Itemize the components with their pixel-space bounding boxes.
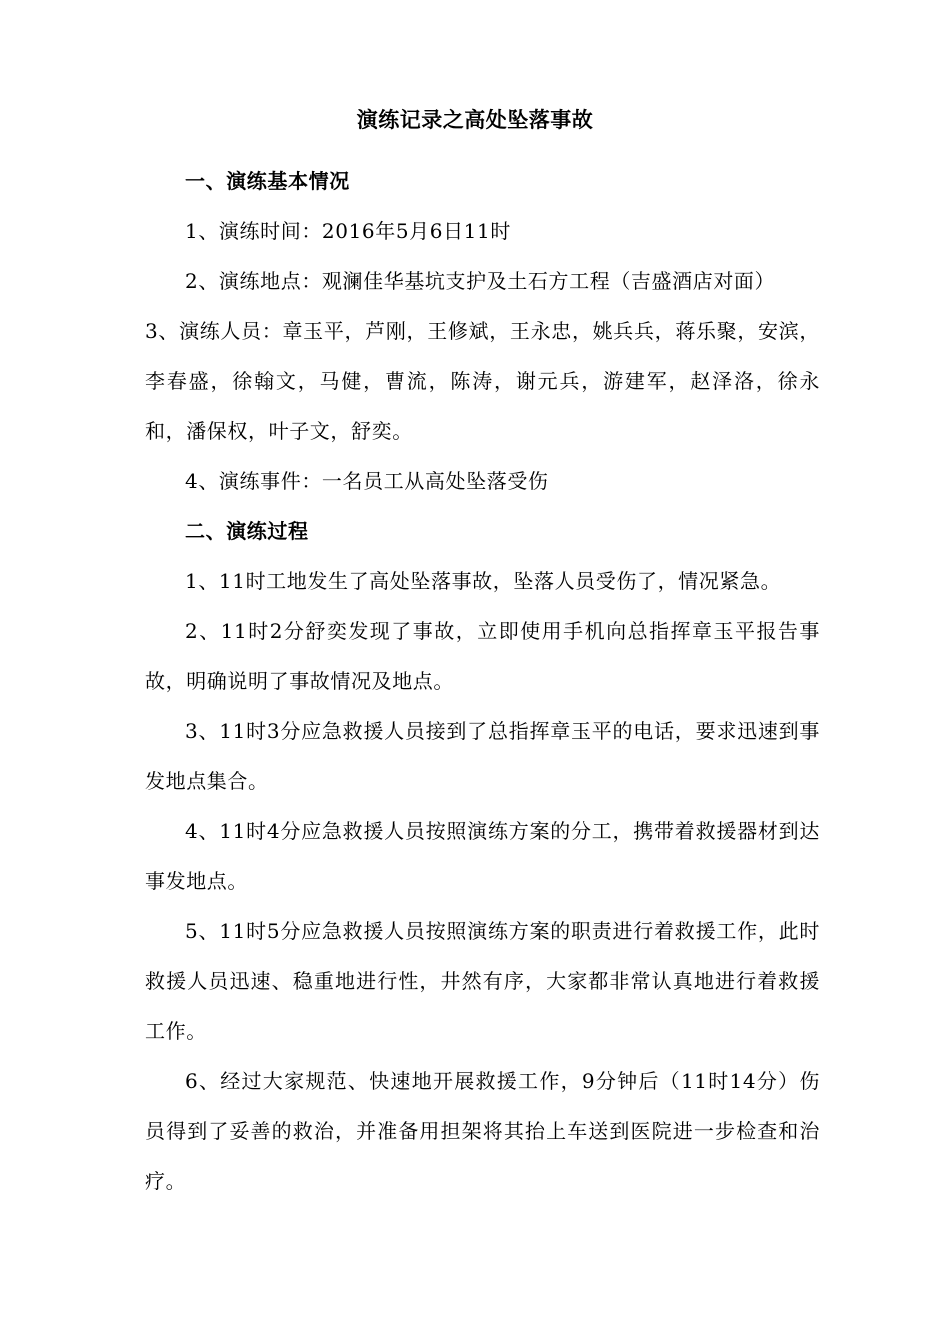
process-step-5: 5、11时5分应急救援人员按照演练方案的职责进行着救援工作，此时救援人员迅速、稳重地进行性，井然有序，大家都非常认真地进行着救援工作。 <box>145 919 820 1043</box>
section-heading-basic-info: 一、演练基本情况 <box>185 169 350 193</box>
document-body <box>145 156 820 1206</box>
drill-event: 4、演练事件：一名员工从高处坠落受伤 <box>185 469 549 493</box>
drill-time: 1、演练时间：2016年5月6日11时 <box>185 219 511 243</box>
process-step-1: 1、11时工地发生了高处坠落事故，坠落人员受伤了，情况紧急。 <box>185 569 782 593</box>
section-heading-drill-process: 二、演练过程 <box>185 519 309 543</box>
process-step-6: 6、经过大家规范、快速地开展救援工作，9分钟后（11时14分）伤员得到了妥善的救治，并准备用担架将其抬上车送到医院进一步检查和治疗。 <box>145 1069 820 1193</box>
process-step-4: 4、11时4分应急救援人员按照演练方案的分工，携带着救援器材到达事发地点。 <box>145 819 820 893</box>
document-title: 演练记录之高处坠落事故 <box>356 108 594 132</box>
drill-location: 2、演练地点：观澜佳华基坑支护及土石方工程（吉盛酒店对面） <box>185 269 776 293</box>
process-step-3: 3、11时3分应急救援人员接到了总指挥章玉平的电话，要求迅速到事发地点集合。 <box>145 719 820 793</box>
drill-personnel: 3、演练人员：章玉平，芦刚，王修斌，王永忠，姚兵兵，蒋乐聚，安滨，李春盛，徐翰文，马健，曹流，陈涛，谢元兵，游建军，赵泽洛，徐永和，潘保权，叶子文，舒奕。 <box>145 319 820 443</box>
process-step-2: 2、11时2分舒奕发现了事故，立即使用手机向总指挥章玉平报告事故，明确说明了事故情况及地点。 <box>145 619 820 693</box>
